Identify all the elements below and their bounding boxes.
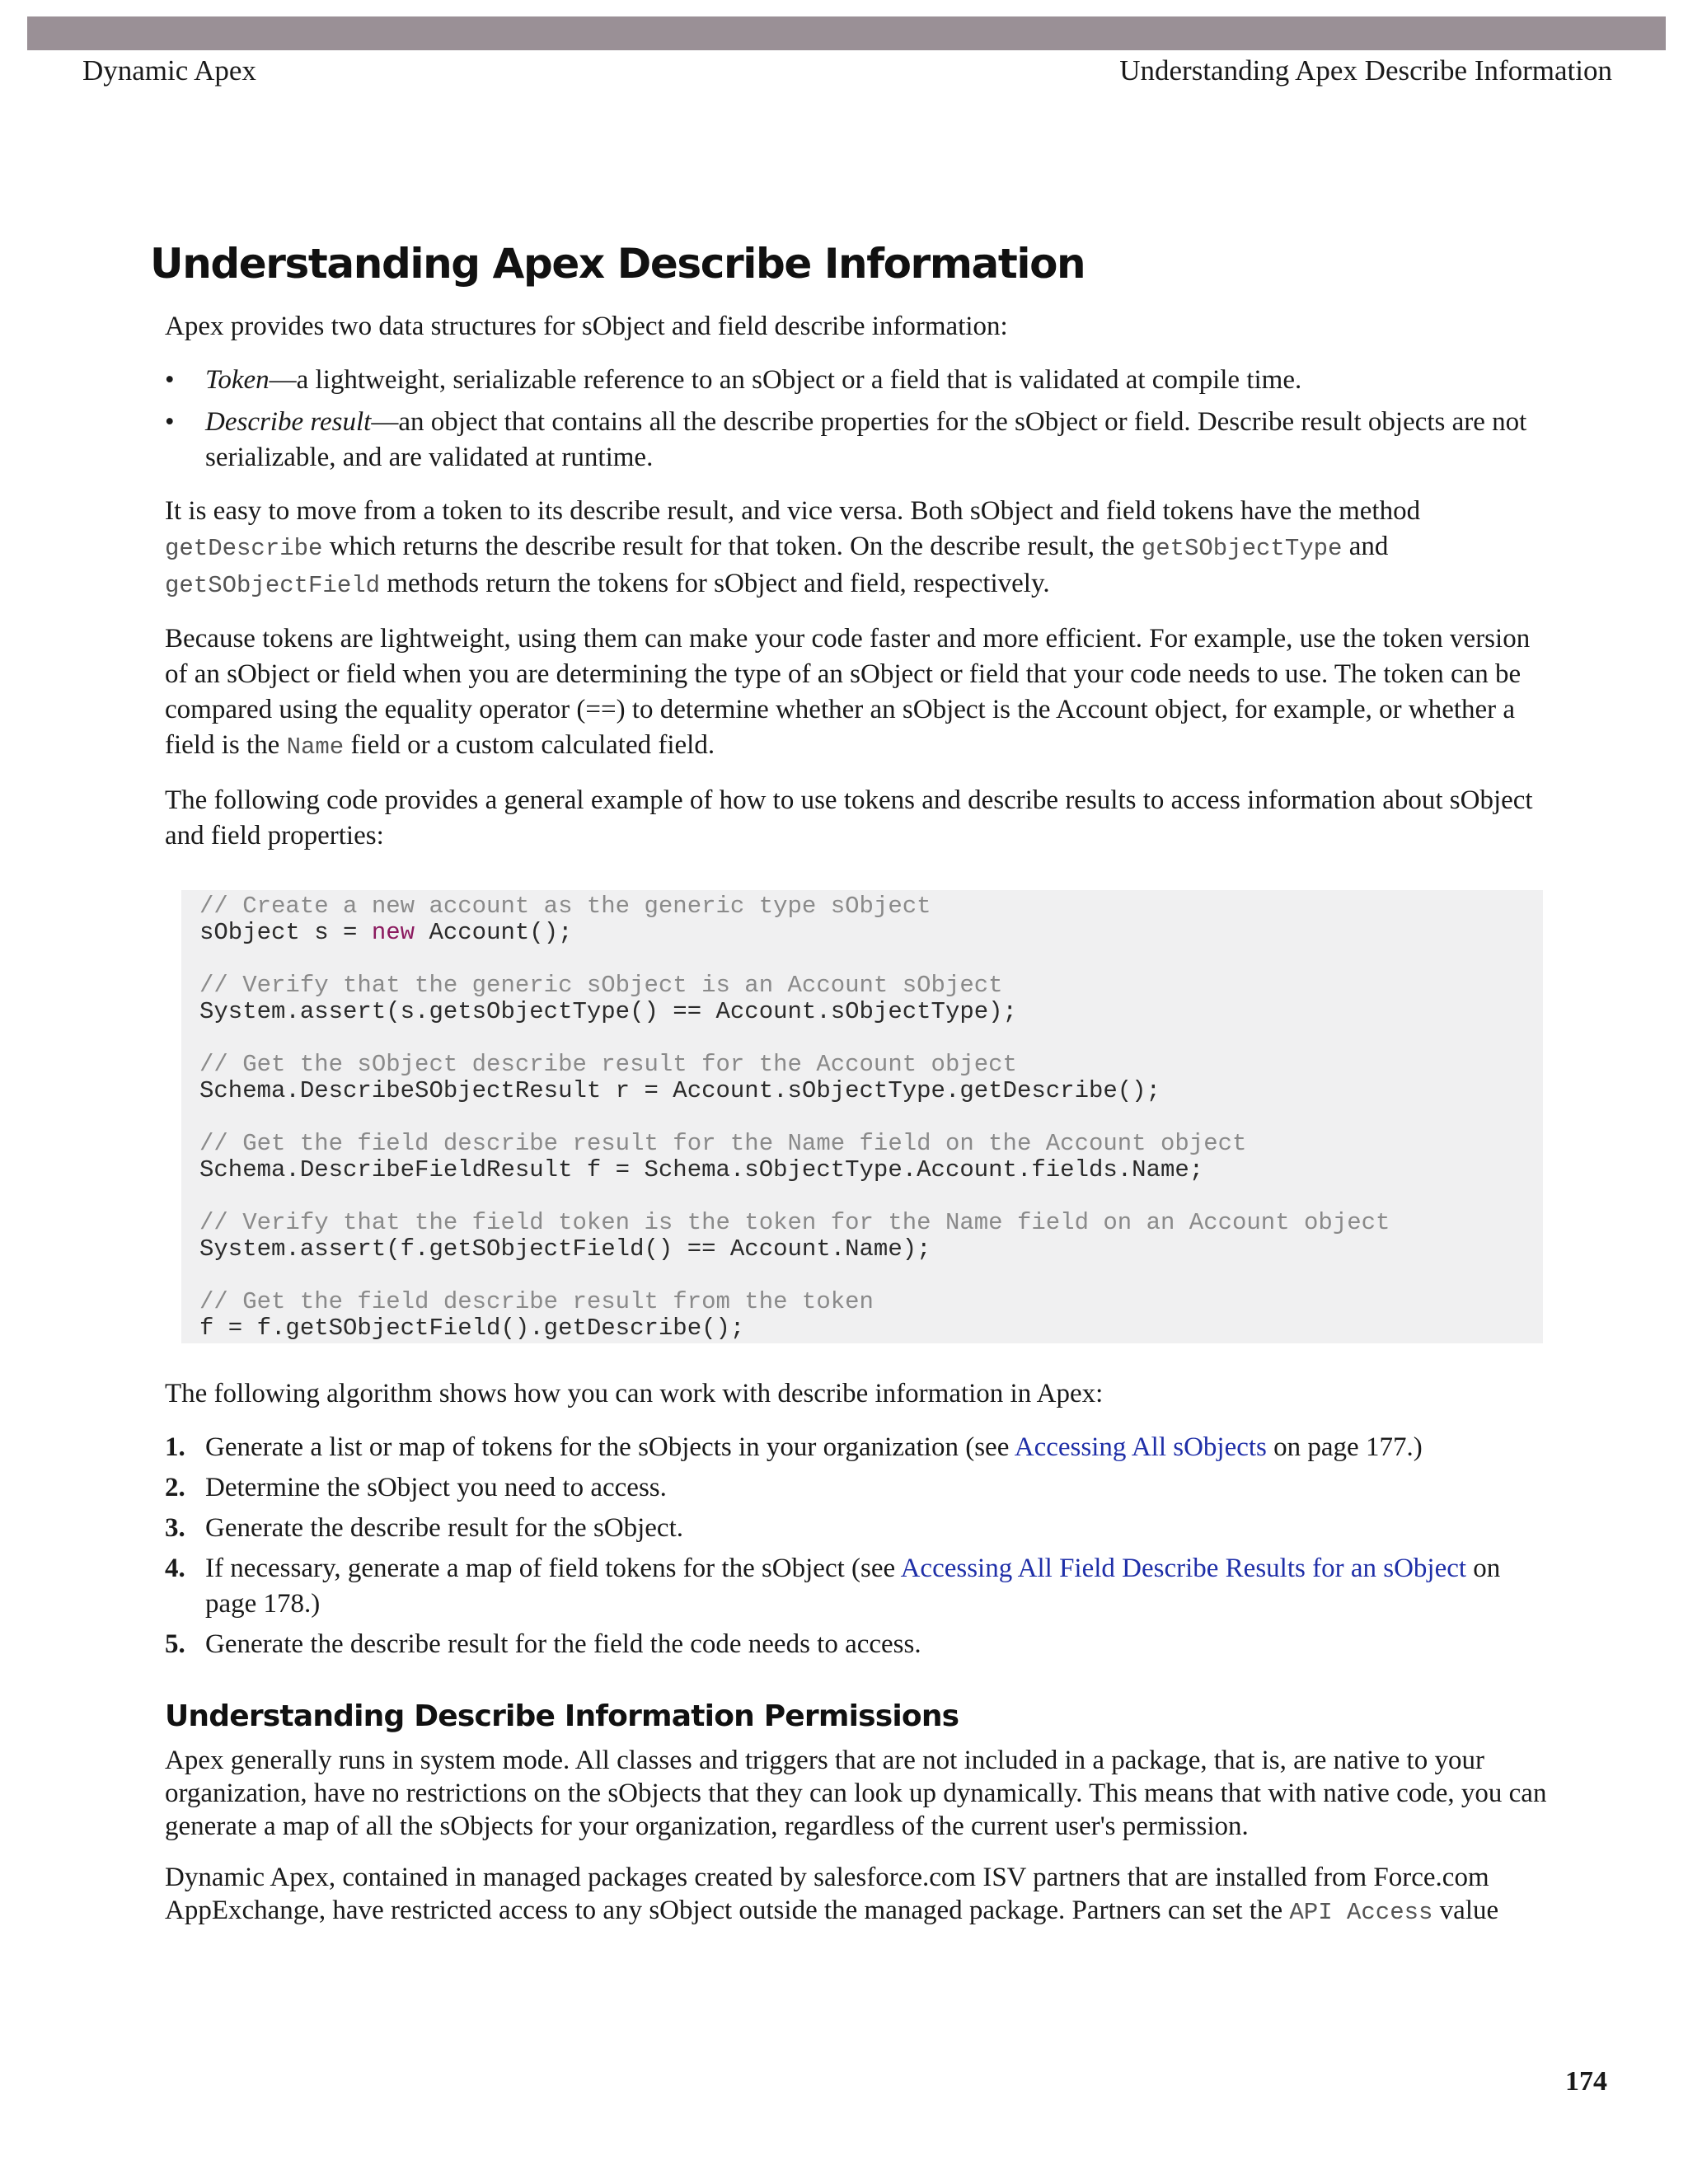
bullet-icon: • [165, 407, 175, 437]
code-inline: Name [286, 733, 345, 761]
text: methods return the tokens for sObject and field, respectively. [380, 569, 1050, 598]
step-number: 1. [165, 1432, 185, 1462]
text: Dynamic Apex, contained in managed packages created by salesforce.com ISV partners that are installed from Force.com AppExchange, have restricted access to any sObject outside the managed package. Partners can set the [165, 1863, 1489, 1925]
page-number: 174 [1565, 2066, 1607, 2097]
code-text: sObject s = [199, 919, 372, 946]
code-line: System.assert(f.getSObjectField() == Account.Name); [199, 1235, 931, 1263]
list-item [165, 363, 1550, 398]
code-comment: // Create a new account as the generic type sObject [199, 893, 931, 920]
code-blank-line [199, 1104, 1543, 1131]
link-accessing-all-sobjects[interactable]: Accessing All sObjects [1014, 1432, 1267, 1462]
code-inline: API Access [1289, 1899, 1433, 1926]
list-item [165, 1430, 1550, 1465]
code-blank-line [199, 1183, 1543, 1210]
example-intro-paragraph: The following code provides a general example of how to use tokens and describe results to access information about sObject and field properties: [165, 785, 1533, 851]
list-item [165, 405, 1550, 476]
bullet-icon: • [165, 365, 175, 395]
code-line: System.assert(s.getsObjectType() == Account.sObjectType); [199, 998, 1017, 1025]
link-accessing-all-field-describe-results[interactable]: Accessing All Field Describe Results for an sObject [900, 1554, 1467, 1583]
text: If necessary, generate a map of field tokens for the sObject (see [205, 1554, 901, 1583]
code-comment: // Get the sObject describe result for the Account object [199, 1051, 1017, 1078]
text: which returns the describe result for that token. On the describe result, the [322, 532, 1142, 561]
code-text: Account(); [415, 919, 573, 946]
algorithm-steps [165, 1430, 1550, 1662]
code-blank-line [199, 946, 1543, 972]
definition: —an object that contains all the describe properties for the sObject or field. Describe result objects are not serializable, and are validated at runtime. [205, 407, 1527, 472]
code-keyword: new [371, 919, 415, 946]
list-item [165, 1627, 1550, 1662]
code-line: f = f.getSObjectField().getDescribe(); [199, 1315, 745, 1342]
code-block [181, 890, 1543, 1343]
code-inline: getSObjectType [1141, 535, 1343, 562]
code-inline: getSObjectField [165, 572, 381, 599]
text: and [1342, 532, 1389, 561]
text: value [1432, 1896, 1499, 1925]
structure-list [165, 363, 1550, 476]
step-number: 2. [165, 1473, 185, 1502]
text: Determine the sObject you need to access. [205, 1473, 667, 1502]
text: Because tokens are lightweight, using them can make your code faster and more efficient. For example, use the token version of an sObject or field when you are determining the type of an sObject or field that your code needs to use. The token can be compared using the equality operator (==) to determine whether an sObject is the Account object, for example, or whether a field is the [165, 624, 1531, 760]
page-title: Understanding Apex Describe Information [150, 240, 1085, 288]
definition: —a lightweight, serializable reference to an sObject or a field that is validated at compile time. [269, 365, 1302, 395]
step-number: 3. [165, 1513, 185, 1543]
managed-package-paragraph [165, 1861, 1550, 1929]
list-item [165, 1551, 1550, 1622]
code-blank-line [199, 1025, 1543, 1052]
intro-paragraph: Apex provides two data structures for sObject and field describe information: [165, 312, 1008, 341]
running-head-chapter: Dynamic Apex [82, 54, 256, 87]
term: Token [205, 365, 270, 395]
code-inline: getDescribe [165, 535, 323, 562]
text: Generate the describe result for the sObject. [205, 1513, 683, 1543]
text: on page 178.) [205, 1554, 1501, 1619]
text: on page 177.) [1266, 1432, 1423, 1462]
code-line: Schema.DescribeSObjectResult r = Account.sObjectType.getDescribe(); [199, 1077, 1160, 1104]
code-comment: // Verify that the field token is the token for the Name field on an Account object [199, 1209, 1390, 1236]
code-comment: // Get the field describe result from the token [199, 1288, 874, 1315]
code-line [199, 920, 1543, 946]
list-item [165, 1511, 1550, 1546]
text: Generate the describe result for the field the code needs to access. [205, 1629, 921, 1659]
text: It is easy to move from a token to its describe result, and vice versa. Both sObject and field tokens have the method [165, 496, 1421, 526]
main-content [165, 309, 1550, 1947]
algorithm-intro-paragraph: The following algorithm shows how you can work with describe information in Apex: [165, 1379, 1104, 1408]
code-blank-line [199, 1263, 1543, 1289]
step-number: 4. [165, 1554, 185, 1583]
token-paragraph [165, 494, 1550, 603]
step-number: 5. [165, 1629, 185, 1659]
header-bar [27, 16, 1666, 50]
running-head-section: Understanding Apex Describe Information [1119, 54, 1612, 87]
code-comment: // Get the field describe result for the Name field on the Account object [199, 1130, 1247, 1157]
section-heading: Understanding Describe Information Permissions [165, 1699, 959, 1733]
code-comment: // Verify that the generic sObject is an Account sObject [199, 972, 1003, 999]
list-item [165, 1470, 1550, 1506]
system-mode-paragraph: Apex generally runs in system mode. All classes and triggers that are not included in a package, that is, are native to your organization, have no restrictions on the sObjects that they can look up dynamically. This means that with native code, you can generate a map of all the sObjects for your organization, regardless of the current user's permission. [165, 1746, 1547, 1841]
text: Generate a list or map of tokens for the sObjects in your organization (see [205, 1432, 1015, 1462]
code-line: Schema.DescribeFieldResult f = Schema.sObjectType.Account.fields.Name; [199, 1156, 1204, 1183]
efficiency-paragraph [165, 621, 1550, 765]
text: field or a custom calculated field. [344, 730, 715, 760]
term: Describe result [205, 407, 372, 437]
